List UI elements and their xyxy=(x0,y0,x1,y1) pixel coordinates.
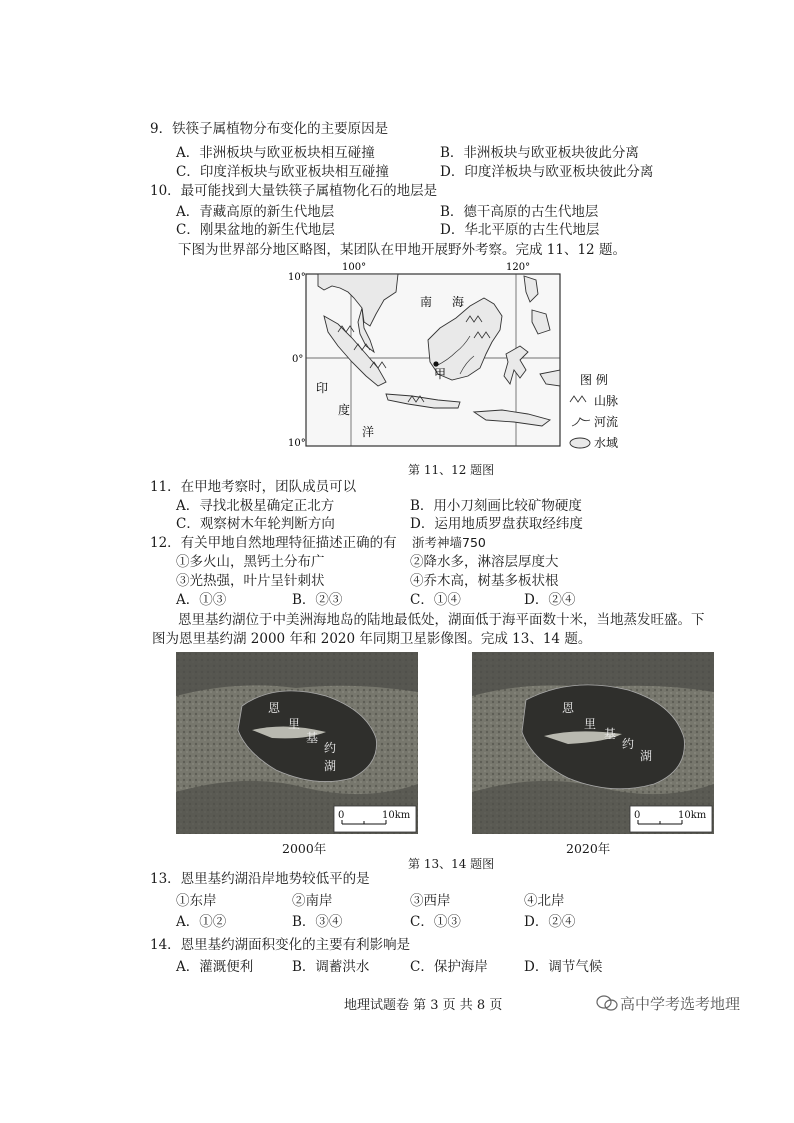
scale-0-2020: 0 xyxy=(634,810,641,821)
sea-label-nan: 南 xyxy=(420,295,433,309)
q12-option-b: B．②③ xyxy=(292,592,343,608)
lake-char-2-2000: 里 xyxy=(288,717,301,731)
year-label-2000: 2000年 xyxy=(282,841,327,856)
q14-option-b: B．调蓄洪水 xyxy=(292,959,370,975)
q10-stem: 10．最可能找到大量铁筷子属植物化石的地层是 xyxy=(150,183,438,199)
q12-option-a: A．①③ xyxy=(176,592,227,608)
q14-option-a: A．灌溉便利 xyxy=(176,959,254,975)
q13-option-a: A．①② xyxy=(176,914,227,930)
satellite-image-2000 xyxy=(176,652,418,834)
q13-option-d: D．②④ xyxy=(524,914,576,930)
lake-char-5-2000: 湖 xyxy=(324,759,337,773)
q13-statement-2: ②南岸 xyxy=(292,893,333,909)
q10-option-d: D．华北平原的古生代地层 xyxy=(440,222,600,238)
ocean-label-yin: 印 xyxy=(316,381,329,395)
scale-10km-2020: 10km xyxy=(678,810,707,821)
lat-mid-label: 0° xyxy=(292,354,304,365)
wechat-icon xyxy=(596,994,618,1012)
legend-river-label: 河流 xyxy=(594,415,619,429)
watermark-text: 高中学考选考地理 xyxy=(620,995,741,1013)
region-map xyxy=(288,262,648,457)
q12-statement-4: ④乔木高，树基多板状根 xyxy=(410,573,559,589)
lake-char-5-2020: 湖 xyxy=(640,749,653,763)
ocean-label-du: 度 xyxy=(338,403,351,417)
q12-statement-2: ②降水多，淋溶层厚度大 xyxy=(410,554,559,570)
lon-right-label: 120° xyxy=(506,262,531,273)
scale-0-2000: 0 xyxy=(338,810,345,821)
q9-option-c: C．印度洋板块与欧亚板块相互碰撞 xyxy=(176,164,389,180)
lake-char-3-2020: 基 xyxy=(604,727,617,741)
point-jia-label: 甲 xyxy=(434,367,447,381)
q14-option-c: C．保护海岸 xyxy=(410,959,488,975)
sea-label-hai: 海 xyxy=(452,295,465,309)
lon-left-label: 100° xyxy=(342,262,367,273)
q13-statement-1: ①东岸 xyxy=(176,893,217,909)
lat-bottom-label: 10° xyxy=(288,438,306,449)
q13-stem: 13．恩里基约湖沿岸地势较低平的是 xyxy=(150,871,370,887)
intro-11-12: 下图为世界部分地区略图，某团队在甲地开展野外考察。完成 11、12 题。 xyxy=(178,242,626,258)
satellite-image-2020 xyxy=(472,652,714,834)
lake-char-1-2020: 恩 xyxy=(562,701,575,715)
q11-option-c: C．观察树木年轮判断方向 xyxy=(176,516,335,532)
lake-char-3-2000: 基 xyxy=(306,731,319,745)
region-map-svg xyxy=(288,262,648,457)
legend-water-label: 水域 xyxy=(594,436,619,450)
satellite-caption: 第 13、14 题图 xyxy=(408,857,495,871)
q12-tag: 浙考神墙750 xyxy=(412,535,486,550)
q13-option-c: C．①③ xyxy=(410,914,461,930)
q9-option-b: B．非洲板块与欧亚板块彼此分离 xyxy=(440,145,639,161)
legend-mountain-label: 山脉 xyxy=(594,394,619,408)
q13-statement-4: ④北岸 xyxy=(524,893,565,909)
satellite-2020-svg xyxy=(472,652,714,834)
q10-option-b: B．德干高原的古生代地层 xyxy=(440,204,599,220)
q9-option-a: A．非洲板块与欧亚板块相互碰撞 xyxy=(176,145,375,161)
q12-stem: 12．有关甲地自然地理特征描述正确的有 xyxy=(150,535,397,551)
q10-option-a: A．青藏高原的新生代地层 xyxy=(176,204,335,220)
lake-char-2-2020: 里 xyxy=(584,717,597,731)
q9-stem: 9．铁筷子属植物分布变化的主要原因是 xyxy=(150,121,389,137)
map-caption: 第 11、12 题图 xyxy=(408,463,495,477)
q12-statement-3: ③光热强，叶片呈针刺状 xyxy=(176,573,325,589)
q11-option-b: B．用小刀刻画比较矿物硬度 xyxy=(410,498,582,514)
scale-10km-2000: 10km xyxy=(382,810,411,821)
q10-option-c: C．刚果盆地的新生代地层 xyxy=(176,222,335,238)
q14-option-d: D．调节气候 xyxy=(524,959,603,975)
q11-option-d: D．运用地质罗盘获取经纬度 xyxy=(410,516,583,532)
watermark-logo xyxy=(596,994,618,1016)
page-footer: 地理试题卷 第 3 页 共 8 页 xyxy=(344,998,503,1013)
point-jia-marker xyxy=(433,361,438,366)
lat-top-label: 10° xyxy=(288,272,306,283)
satellite-2000-svg xyxy=(176,652,418,834)
q12-option-d: D．②④ xyxy=(524,592,576,608)
legend-river-icon xyxy=(572,418,590,426)
q12-option-c: C．①④ xyxy=(410,592,461,608)
intro-13-14-line2: 图为恩里基约湖 2000 年和 2020 年同期卫星影像图。完成 13、14 题。 xyxy=(152,631,592,647)
year-label-2020: 2020年 xyxy=(566,841,611,856)
intro-13-14-line1: 恩里基约湖位于中美洲海地岛的陆地最低处，湖面低于海平面数十米，当地蒸发旺盛。下 xyxy=(178,612,705,628)
ocean-label-yang: 洋 xyxy=(362,425,375,439)
legend-title: 图 例 xyxy=(580,373,608,387)
lake-char-1-2000: 恩 xyxy=(268,701,281,715)
q13-option-b: B．③④ xyxy=(292,914,343,930)
q11-stem: 11．在甲地考察时，团队成员可以 xyxy=(150,479,357,495)
q11-option-a: A．寻找北极星确定正北方 xyxy=(176,498,335,514)
q14-stem: 14．恩里基约湖面积变化的主要有利影响是 xyxy=(150,937,411,953)
q12-statement-1: ①多火山，黑钙土分布广 xyxy=(176,554,325,570)
q9-option-d: D．印度洋板块与欧亚板块彼此分离 xyxy=(440,164,654,180)
q13-statement-3: ③西岸 xyxy=(410,893,451,909)
lake-char-4-2000: 约 xyxy=(324,741,337,755)
legend-mountain-icon xyxy=(570,396,586,402)
legend-water-icon xyxy=(570,438,590,448)
lake-char-4-2020: 约 xyxy=(622,737,635,751)
